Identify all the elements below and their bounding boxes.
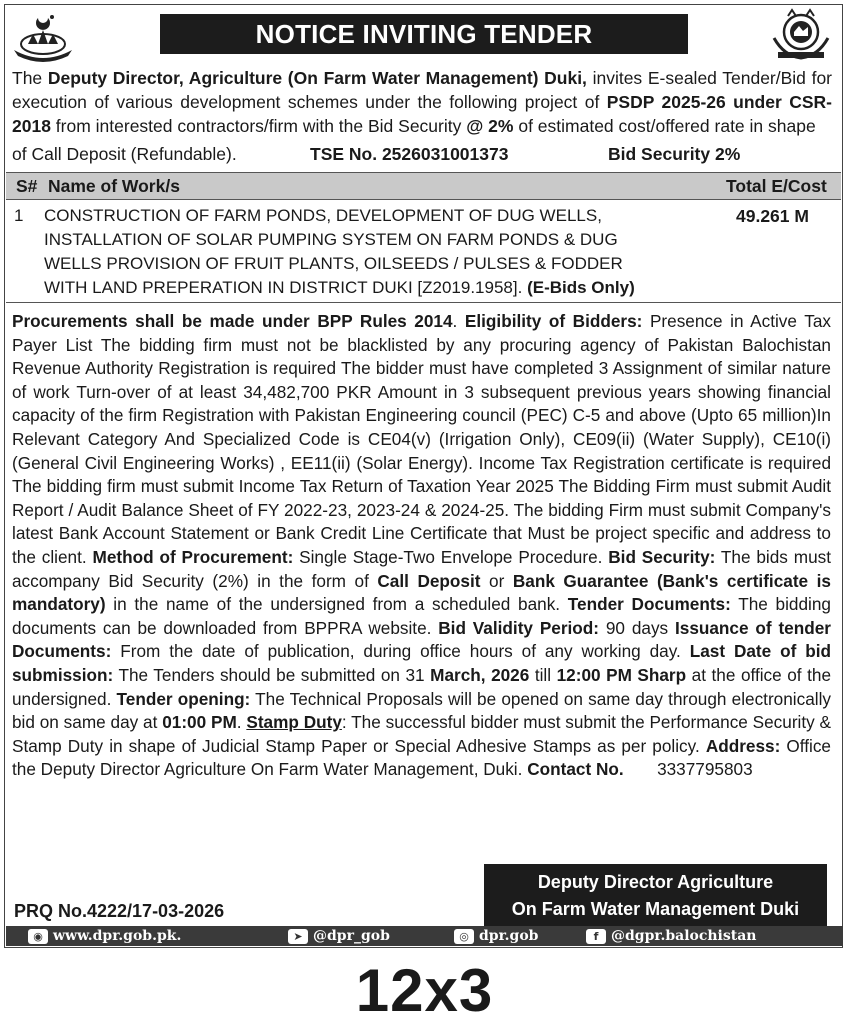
signatory-title: Deputy Director Agriculture — [537, 872, 774, 892]
contact-number: 3337795803 — [657, 759, 753, 780]
globe-icon: ◉ — [28, 929, 48, 944]
ad-size-label: 12x3 — [355, 957, 494, 1024]
table-row-sn: 1 — [14, 206, 24, 225]
intro-paragraph: The Deputy Director, Agriculture (On Farm Water Management) Duki, invites E-sealed Tender/Bid for execution of various development schemes under the following project of PSDP 2025-26 under CSR-2018 from interested contractors/firm with the Bid Security @ 2% of estimated cost/offered rate in shape — [12, 68, 832, 136]
balochistan-govt-seal-icon — [8, 8, 78, 64]
column-header-sn: S# — [16, 176, 38, 196]
twitter-link[interactable]: ➤ @dpr_gob — [288, 926, 390, 946]
signatory-office: On Farm Water Management Duki — [511, 899, 800, 919]
tender-conditions: Procurements shall be made under BPP Rules 2014. Eligibility of Bidders: Presence in Active Tax Payer List The bidding firm must not be blacklisted by any procuring agency of Pakistan Balochistan Revenue Authority Registration is required The bidder must have completed 3 Assignment of similar nature of work Turn-over of at least 34,482,700 PKR Amount in 3 subsequent previous years showing financial capacity of the firm Registration with Pakistan Engineering council (PEC) C-5 and above (Upto 65 million)In Relevant Category And Specialized Code is CE04(v) (Irrigation Only), CE09(ii) (Water Supply), CE10(i) (General Civil Engineering Works) , EE11(ii) (Solar Energy). Income Tax Registration certificate is required The bidding firm must submit Income Tax Return of Taxation Year 2025 The Bidding Firm must submit Audit Report / Audit Balance Sheet of FY 2022-23, 2023-24 & 2024-25. The bidding Firm must submit Company's latest Bank Account Statement or Bank Credit Line Certificate that Must be project specific and address to the client. Method of Procurement: Single Stage-Two Envelope Procedure. Bid Security: The bids must accompany Bid Security (2%) in the form of Call Deposit or Bank Guarantee (Bank's certificate is mandatory) in the name of the undersigned from a scheduled bank. Tender Documents: The bidding documents can be downloaded from BPPRA website. Bid Validity Period: 90 days Issuance of tender Documents: From the date of publication, during office hours of any working day. Last Date of bid submission: The Tenders should be submitted on 31 March, 2026 till 12:00 PM Sharp at the office of the undersigned. Tender opening: The Technical Proposals will be opened on same day through electronically bid on same day at 01:00 PM. Stamp Duty: The successful bidder must submit the Performance Security & Stamp Duty in shape of Judicial Stamp Paper or Special Adhesive Stamps as per policy. Address: Office the Deputy Director Agriculture On Farm Water Management, Duki. Contact No. 3337795803 — [12, 311, 832, 780]
footer-social-bar — [6, 926, 843, 946]
e-bids-tag: (E-Bids Only) — [527, 278, 635, 297]
table-row-cost: 49.261 M — [736, 206, 809, 226]
signatory-box — [484, 864, 827, 926]
facebook-link[interactable]: f @dgpr.balochistan — [586, 926, 756, 946]
page-title: NOTICE INVITING TENDER — [160, 14, 688, 54]
website-link[interactable]: ◉ www.dpr.gob.pk. — [28, 926, 181, 946]
table-row-work-name: CONSTRUCTION OF FARM PONDS, DEVELOPMENT OF DUG WELLS, INSTALLATION OF SOLAR PUMPING SYSTEM ON FARM PONDS & DUG WELLS PROVISION OF FRUIT PLANTS, OILSEEDS / PULSES & FODDER WITH LAND PREPERATION IN DISTRICT DUKI [Z2019.1958]. (E-Bids Only) — [44, 206, 635, 297]
facebook-icon: f — [586, 929, 606, 944]
divider — [6, 302, 841, 303]
prq-number: PRQ No.4222/17-03-2026 — [14, 901, 225, 921]
tse-number: TSE No. 2526031001373 — [310, 144, 509, 164]
table-header — [6, 172, 841, 200]
intro-call-deposit: of Call Deposit (Refundable). — [12, 144, 237, 164]
agriculture-dept-emblem-icon — [766, 8, 836, 64]
twitter-icon: ➤ — [288, 929, 308, 944]
instagram-icon: ◎ — [454, 929, 474, 944]
instagram-link[interactable]: ◎ dpr.gob — [454, 926, 538, 946]
bid-security-label: Bid Security 2% — [608, 144, 741, 164]
column-header-name: Name of Work/s — [48, 176, 180, 196]
column-header-cost: Total E/Cost — [726, 176, 827, 196]
